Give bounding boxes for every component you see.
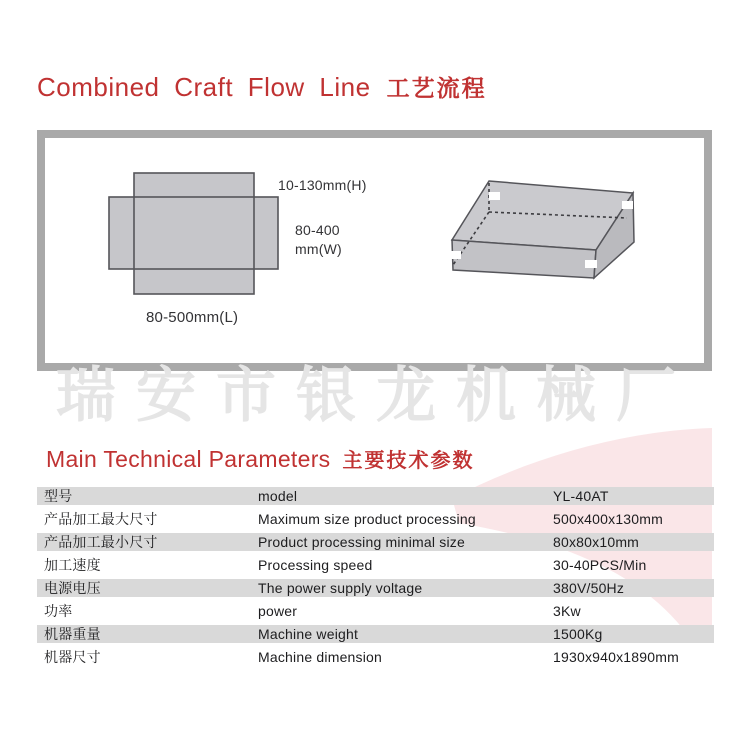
spec-value: 30-40PCS/Min <box>553 557 647 573</box>
spec-value: 1500Kg <box>553 626 603 642</box>
carton-blank-illustration <box>109 173 278 294</box>
spec-name-en: Machine weight <box>258 626 359 642</box>
table-row <box>37 579 714 597</box>
spec-value: 380V/50Hz <box>553 580 625 596</box>
spec-value: 3Kw <box>553 603 581 619</box>
spec-table <box>37 487 714 671</box>
spec-value: 1930x940x1890mm <box>553 649 679 665</box>
flow-line-heading-en: Combined Craft Flow Line <box>37 72 371 102</box>
parameters-heading-en: Main Technical Parameters <box>46 446 331 472</box>
parameters-heading-zh: 主要技术参数 <box>342 450 475 472</box>
flow-line-heading-zh: 工艺流程 <box>386 75 487 101</box>
spec-name-en: Maximum size product processing <box>258 511 476 527</box>
table-row <box>37 602 714 620</box>
spec-name-en: The power supply voltage <box>258 580 423 596</box>
tray-notch-back-right <box>622 201 633 209</box>
spec-name-en: model <box>258 488 298 504</box>
table-row <box>37 510 714 528</box>
spec-name-cn: 功率 <box>44 603 73 619</box>
table-row <box>37 487 714 505</box>
width-dimension-line2: mm(W) <box>295 241 342 257</box>
spec-name-cn: 型号 <box>44 488 73 504</box>
spec-name-cn: 产品加工最小尺寸 <box>44 534 158 550</box>
spec-name-en: Product processing minimal size <box>258 534 465 550</box>
table-row <box>37 556 714 574</box>
factory-watermark: 瑞安市银龙机械厂 <box>56 362 696 429</box>
table-row <box>37 648 714 666</box>
spec-name-en: Machine dimension <box>258 649 383 665</box>
spec-name-cn: 产品加工最大尺寸 <box>44 511 158 527</box>
spec-value: 80x80x10mm <box>553 534 640 550</box>
table-row <box>37 625 714 643</box>
table-row <box>37 533 714 551</box>
tray-notch-back-left <box>489 192 500 200</box>
carton-3d-illustration <box>450 181 634 278</box>
spec-name-en: Processing speed <box>258 557 373 573</box>
spec-name-cn: 机器重量 <box>44 626 101 642</box>
tray-notch-front-left <box>450 251 461 259</box>
width-dimension-label <box>295 221 342 259</box>
parameters-heading <box>46 446 474 475</box>
spec-name-cn: 加工速度 <box>44 557 101 573</box>
spec-name-cn: 机器尺寸 <box>44 649 101 665</box>
spec-name-cn: 电源电压 <box>44 580 101 596</box>
length-dimension-label: 80-500mm(L) <box>146 309 239 326</box>
spec-value: 500x400x130mm <box>553 511 663 527</box>
height-dimension-label: 10-130mm(H) <box>278 177 367 193</box>
craft-flow-diagram <box>37 130 712 371</box>
tray-notch-front-right <box>585 260 597 268</box>
width-dimension-line1: 80-400 <box>295 222 340 238</box>
spec-name-en: power <box>258 603 298 619</box>
spec-value: YL-40AT <box>553 488 609 504</box>
